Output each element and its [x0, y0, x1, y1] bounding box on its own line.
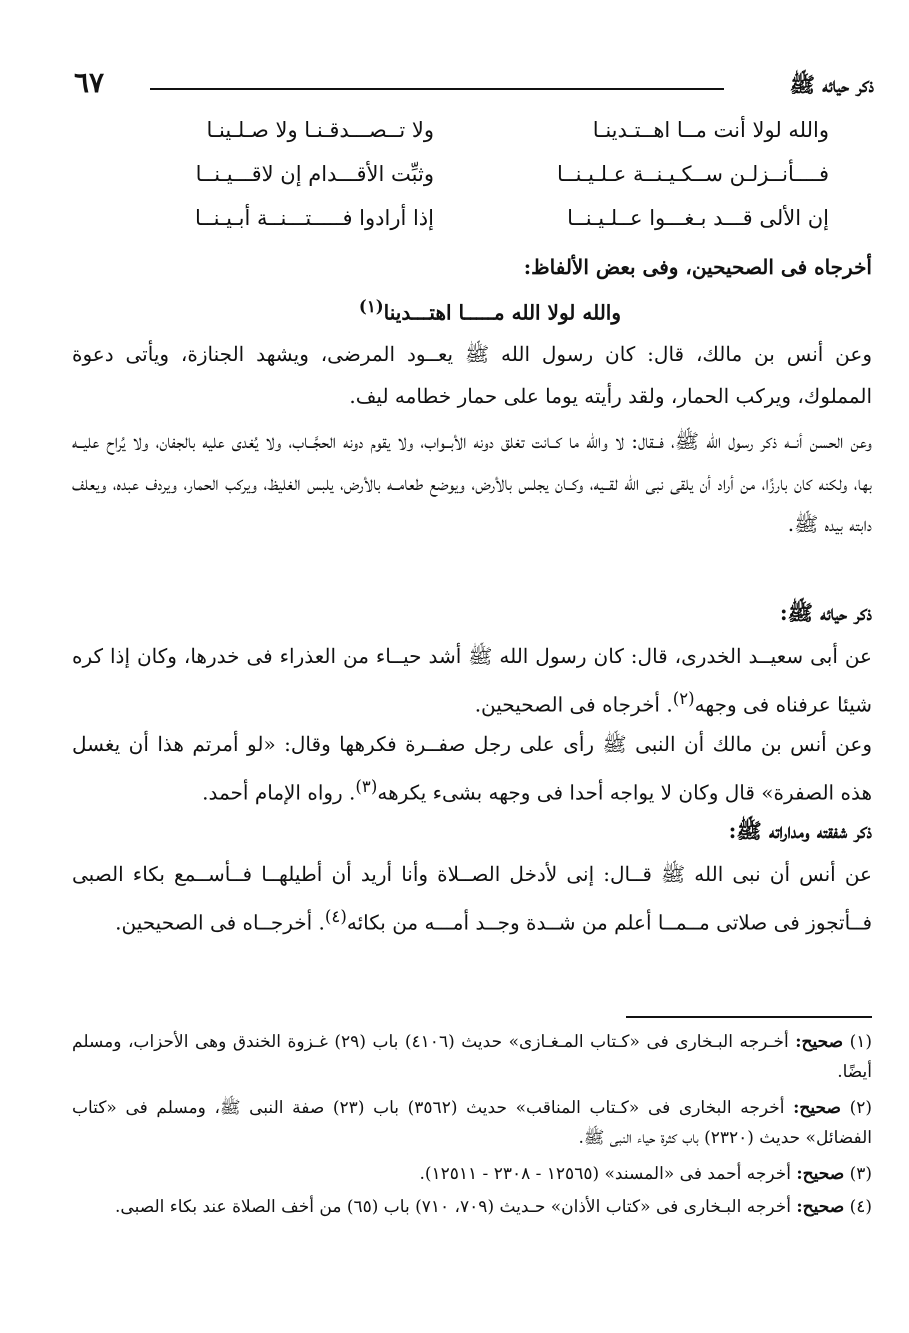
paragraph [72, 854, 872, 944]
footnote-text: أخـرجه البـخارى فى «كـتاب المـغـازى» حديث (٤١٠٦) باب (٢٩) غـزوة الخندق وهى الأحزاب، ومسلم أيضًا. [72, 1032, 872, 1082]
paragraph-text: . رواه الإمام أحمد. [202, 780, 356, 805]
footnote-number: (١) [849, 1032, 872, 1052]
verse-hemistich: وثبِّت الأقـــدام إن لاقـــيـنــا [195, 162, 434, 186]
paragraph: وعن أنس بن مالك، قال: كان رسول الله ﷺ يعــود المرضى، ويشهد الجنازة، ويأتى دعوة المملوك، ويركب الحمار، ولقد رأيته يوما على حمار خطامه ليف. [72, 342, 872, 408]
footnote-number: (٢) [849, 1098, 873, 1118]
page-number: ٦٧ [74, 66, 105, 99]
footnote-number: (٤) [849, 1197, 872, 1217]
footnote [72, 1027, 872, 1087]
poem-verse [149, 206, 829, 244]
footnote-label: صحيح: [795, 1032, 844, 1052]
footnote-label: صحيح: [793, 1098, 841, 1118]
paragraph-text: عن أبى سعيــد الخدرى، قال: كان رسول الله ﷺ أشد حيــاء من العذراء فى خدرها، وكان إذا كره شيئا عرفناه فى وجهه [72, 644, 872, 717]
verse-hemistich: ولا تــصـــدقـنـا ولا صـلـينـا [206, 118, 434, 142]
poem-verse [149, 118, 829, 156]
verse-hemistich: والله لولا أنت مــا اهــتـدينـا [592, 118, 829, 142]
verse-hemistich: فــــأنــزلـن ســكـيـنــة عـلـيـنــا [556, 162, 829, 186]
paragraph [72, 636, 872, 726]
paragraph-text: . أخرجــاه فى الصحيحين. [115, 910, 325, 935]
paragraph: وعن الحسن أنــه ذكر رسول الله ﷺ، فــقال: لا والله ما كــانت تغلق دونه الأبــواب، ولا يقوم دونه الحجَّــاب، ولا يُغدى عليه بالجفان، ولا يُراح عليــه بها، ولكنه كان بارزًا، من أراد أن يلقى نبى الله لقــيه، وكــان يجلس بالأرض، ويوضع طعامــه بالأرض، يلبس الغليظ، ويركب الحمار، ويردف عبده، ويعلف دابته بيده ﷺ. [72, 429, 872, 536]
footnote [72, 1093, 872, 1153]
quoted-verse-text: والله لولا الله مـــــا اهتـــدينا [383, 300, 621, 325]
paragraph [72, 724, 872, 814]
footnote-rule [626, 1016, 872, 1018]
footnote-ref: (٤) [324, 906, 347, 926]
header-rule [150, 88, 724, 90]
verse-hemistich: إن الألى قـــد بـغـــوا عــلـيـنــا [567, 206, 829, 230]
footnote-text: أخرجه أحمد فى «المسند» (١٢٥٦٥ - ٢٣٠٨ - ١٢٥١١). [419, 1164, 791, 1184]
section-heading: ذكر شفقته ومداراته ﷺ: [728, 818, 872, 843]
footnote-number: (٣) [849, 1164, 872, 1184]
footnote [72, 1192, 872, 1222]
source-note: أخرجاه فى الصحيحين، وفى بعض الألفاظ: [523, 255, 872, 279]
section-heading: ذكر حيائه ﷺ: [779, 600, 872, 625]
quoted-verse [359, 296, 621, 325]
footnote-label: صحيح: [796, 1164, 845, 1184]
footnote-ref: (١) [358, 296, 384, 316]
paragraph-text: . أخرجاه فى الصحيحين. [474, 692, 673, 717]
paragraph-text: عن أنس أن نبى الله ﷺ قــال: إنى لأدخل الصــلاة وأنا أريد أن أطيلهــا فــأســمع بكاء الصبى فــأتجوز فى صلاتى مــمــا أعلم من شــدة وجــد أمـــه من بكائه [72, 862, 872, 935]
footnote-text: أخرجه البخارى فى «كـتاب المناقب» حديث (٣٥٦٢) باب (٢٣) صفة النبى ﷺ، ومسلم فى «كتاب الفضائل» حديث (٢٣٢٠) باب كثرة حياء النبى ﷺ. [72, 1098, 872, 1148]
verse-hemistich: إذا أرادوا فـــــتـــنــة أبـيـنــا [194, 206, 434, 230]
poem-verse [149, 162, 829, 200]
page-header [74, 66, 874, 110]
footnote [72, 1159, 872, 1189]
footnote-ref: (٣) [355, 776, 378, 796]
paragraph-text: وعن أنس بن مالك أن النبى ﷺ رأى على رجل صفــرة فكرهها وقال: «لو أمرتم هذا أن يغسل هذه الصفرة» قال وكان لا يواجه أحدا فى وجهه بشىء يكرهه [72, 732, 872, 805]
footnote-text: أخرجه البـخارى فى «كتاب الأذان» حـديث (٧٠٩، ٧١٠) باب (٦٥) من أخف الصلاة عند بكاء الصبى. [115, 1197, 791, 1217]
footnote-label: صحيح: [796, 1197, 845, 1217]
footnote-ref: (٢) [672, 688, 695, 708]
running-title: ذكر حيائه ﷺ [789, 72, 874, 97]
